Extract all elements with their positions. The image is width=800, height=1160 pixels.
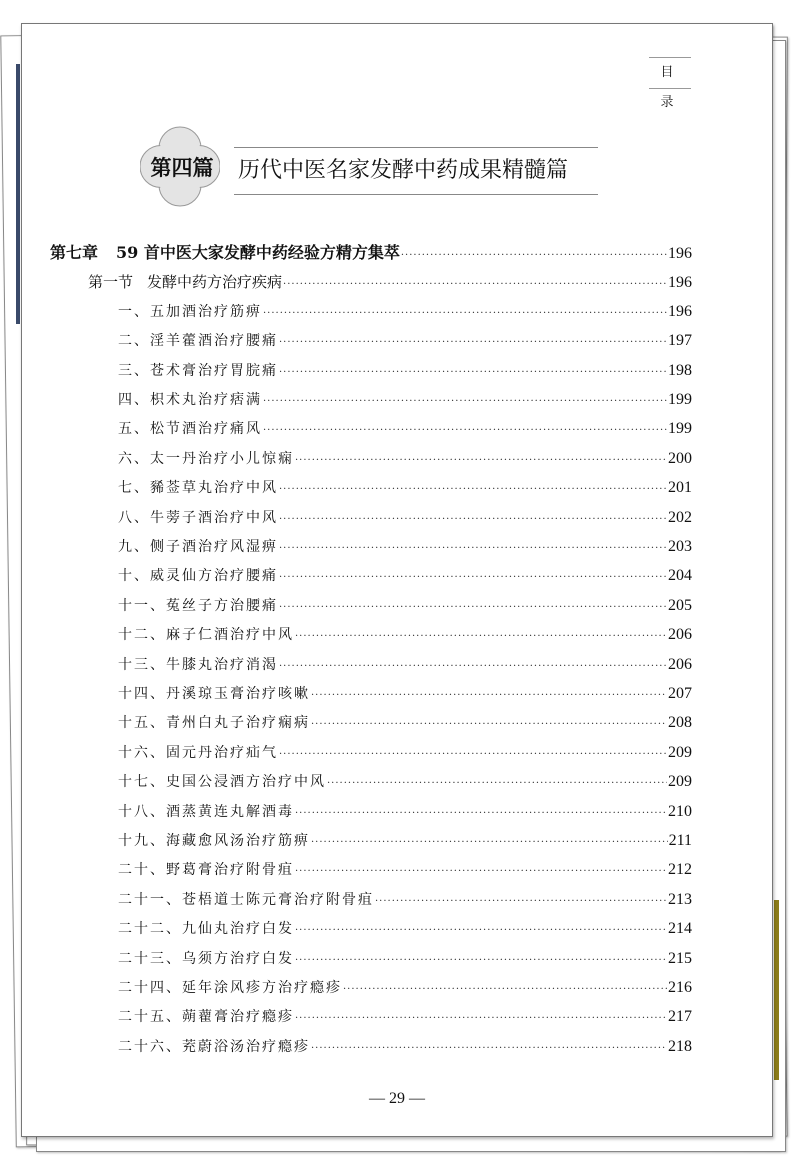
page-ref: 208	[668, 714, 692, 732]
page-ref: 196	[668, 274, 692, 292]
part-title: 历代中医名家发酵中药成果精髓篇	[234, 147, 598, 195]
toc-item-entry[interactable]	[118, 771, 692, 793]
page-ref: 197	[668, 332, 692, 350]
toc-item-entry[interactable]	[118, 889, 692, 911]
item-title: 十七、史国公浸酒方治疗中风	[118, 774, 326, 791]
toc-item-entry[interactable]	[118, 301, 692, 323]
page-ref: 207	[668, 685, 692, 702]
toc-item-entry[interactable]	[118, 389, 692, 411]
page-ref: 210	[668, 802, 692, 820]
toc-item-entry[interactable]	[118, 742, 692, 764]
toc-item-entry[interactable]	[118, 830, 692, 852]
dot-leader	[279, 538, 667, 560]
toc-item-entry[interactable]	[118, 948, 692, 970]
page-ref: 206	[668, 655, 692, 673]
dot-leader	[279, 332, 667, 354]
dot-leader	[279, 656, 667, 678]
page-ref: 206	[668, 626, 692, 644]
page-ref: 209	[668, 773, 692, 791]
dot-leader	[283, 274, 667, 296]
page-ref: 202	[668, 508, 692, 526]
item-title: 一、五加酒治疗筋痹	[118, 303, 262, 320]
dot-leader	[295, 626, 667, 648]
page-ref: 218	[668, 1037, 692, 1055]
item-title: 二十二、九仙丸治疗白发	[118, 921, 294, 938]
item-title: 二十五、蒴藋膏治疗瘾疹	[118, 1009, 294, 1026]
dot-leader	[263, 303, 667, 325]
toc-item-entry[interactable]	[118, 859, 692, 881]
toc-item-entry[interactable]	[118, 536, 692, 558]
dot-leader	[295, 450, 667, 472]
dot-leader	[263, 420, 667, 442]
toc-item-entry[interactable]	[118, 565, 692, 587]
page-ref: 204	[668, 567, 692, 585]
dot-leader	[279, 509, 667, 531]
toc-chapter-entry[interactable]	[50, 242, 692, 264]
page-ref: 216	[668, 979, 692, 996]
page-ref: 217	[668, 1008, 692, 1026]
item-title: 八、牛蒡子酒治疗中风	[118, 509, 278, 526]
toc-section-entry[interactable]	[88, 271, 692, 293]
toc-item-entry[interactable]	[118, 1036, 692, 1058]
dot-leader	[279, 479, 667, 501]
page-ref: 201	[668, 479, 692, 497]
toc-item-entry[interactable]	[118, 330, 692, 352]
item-title: 二十三、乌须方治疗白发	[118, 950, 294, 967]
item-title: 十四、丹溪琼玉膏治疗咳嗽	[118, 686, 310, 702]
chapter-title: 59 首中医大家发酵中药经验方精方集萃	[116, 243, 400, 262]
dot-leader	[295, 861, 667, 883]
toc-item-entry[interactable]	[118, 801, 692, 823]
dot-leader	[311, 685, 667, 707]
dot-leader	[295, 920, 667, 942]
page-ref: 212	[668, 861, 692, 879]
item-title: 二十一、苍梧道士陈元膏治疗附骨疽	[118, 891, 374, 908]
dot-leader	[295, 1008, 667, 1030]
dot-leader	[311, 714, 667, 736]
dot-leader	[263, 391, 667, 413]
item-title: 十六、固元丹治疗疝气	[118, 744, 278, 761]
item-title: 十二、麻子仁酒治疗中风	[118, 627, 294, 644]
page-ref: 199	[668, 420, 692, 438]
dot-leader	[311, 1038, 667, 1060]
item-title: 十九、海藏愈风汤治疗筋痹	[118, 833, 310, 849]
page-ref: 205	[668, 596, 692, 614]
item-title: 十五、青州白丸子治疗痫病	[118, 715, 310, 732]
page-number: — 29 —	[369, 1090, 425, 1107]
toc-item-entry[interactable]	[118, 595, 692, 617]
dot-leader	[401, 245, 667, 267]
item-title: 七、豨莶草丸治疗中风	[118, 480, 278, 497]
toc-item-entry[interactable]	[118, 624, 692, 646]
toc-item-entry[interactable]	[118, 507, 692, 529]
item-title: 十一、菟丝子方治腰痛	[118, 597, 278, 614]
toc-item-entry[interactable]	[118, 448, 692, 470]
item-title: 十八、酒蒸黄连丸解酒毒	[118, 803, 294, 820]
section-label: 第一节	[88, 273, 134, 292]
page-ref: 211	[668, 832, 692, 849]
dot-leader	[295, 803, 667, 825]
part-heading	[140, 124, 620, 224]
item-title: 十三、牛膝丸治疗消渴	[118, 656, 278, 673]
toc-page	[21, 23, 773, 1137]
item-title: 四、枳术丸治疗痞满	[118, 392, 262, 408]
page-ref: 209	[668, 743, 692, 761]
dot-leader	[343, 979, 667, 1001]
item-title: 二十六、茺蔚浴汤治疗瘾疹	[118, 1038, 310, 1055]
book-edge-olive	[774, 900, 779, 1080]
toc-item-entry[interactable]	[118, 918, 692, 940]
dot-leader	[375, 891, 667, 913]
item-title: 六、太一丹治疗小儿惊痫	[118, 450, 294, 467]
page-ref: 200	[668, 449, 692, 467]
section-title: 发酵中药方治疗疾病	[147, 273, 283, 292]
dot-leader	[279, 567, 667, 589]
page-ref: 196	[668, 302, 692, 320]
page-ref: 214	[668, 920, 692, 938]
toc-item-entry[interactable]	[118, 977, 692, 999]
item-title: 十、威灵仙方治疗腰痛	[118, 568, 278, 585]
toc-item-entry[interactable]	[118, 418, 692, 440]
toc-item-entry[interactable]	[118, 683, 692, 705]
page-ref: 213	[668, 890, 692, 908]
item-title: 三、苍术膏治疗胃脘痛	[118, 362, 278, 379]
item-title: 二十、野葛膏治疗附骨疽	[118, 862, 294, 879]
item-title: 二十四、延年涂风疹方治疗瘾疹	[118, 980, 342, 996]
page-ref: 199	[668, 391, 692, 408]
page-ref: 215	[668, 949, 692, 967]
chapter-label: 第七章	[50, 243, 99, 262]
item-title: 二、淫羊藿酒治疗腰痛	[118, 333, 278, 350]
toc-item-entry[interactable]	[118, 477, 692, 499]
dot-leader	[279, 744, 667, 766]
item-title: 九、侧子酒治疗风湿痹	[118, 539, 278, 555]
toc-item-entry[interactable]	[118, 360, 692, 382]
dot-leader	[295, 950, 667, 972]
toc-item-entry[interactable]	[118, 712, 692, 734]
toc-item-entry[interactable]	[118, 654, 692, 676]
page-ref: 198	[668, 361, 692, 379]
toc-item-entry[interactable]	[118, 1006, 692, 1028]
dot-leader	[279, 362, 667, 384]
page-ref: 203	[668, 538, 692, 555]
dot-leader	[311, 832, 668, 854]
running-header: 目 录	[649, 57, 691, 89]
item-title: 五、松节酒治疗痛风	[118, 421, 262, 438]
book-edge-blue	[16, 64, 20, 324]
dot-leader	[279, 597, 667, 619]
part-label: 第四篇	[150, 155, 214, 180]
page-ref: 196	[668, 245, 692, 262]
dot-leader	[327, 773, 667, 795]
